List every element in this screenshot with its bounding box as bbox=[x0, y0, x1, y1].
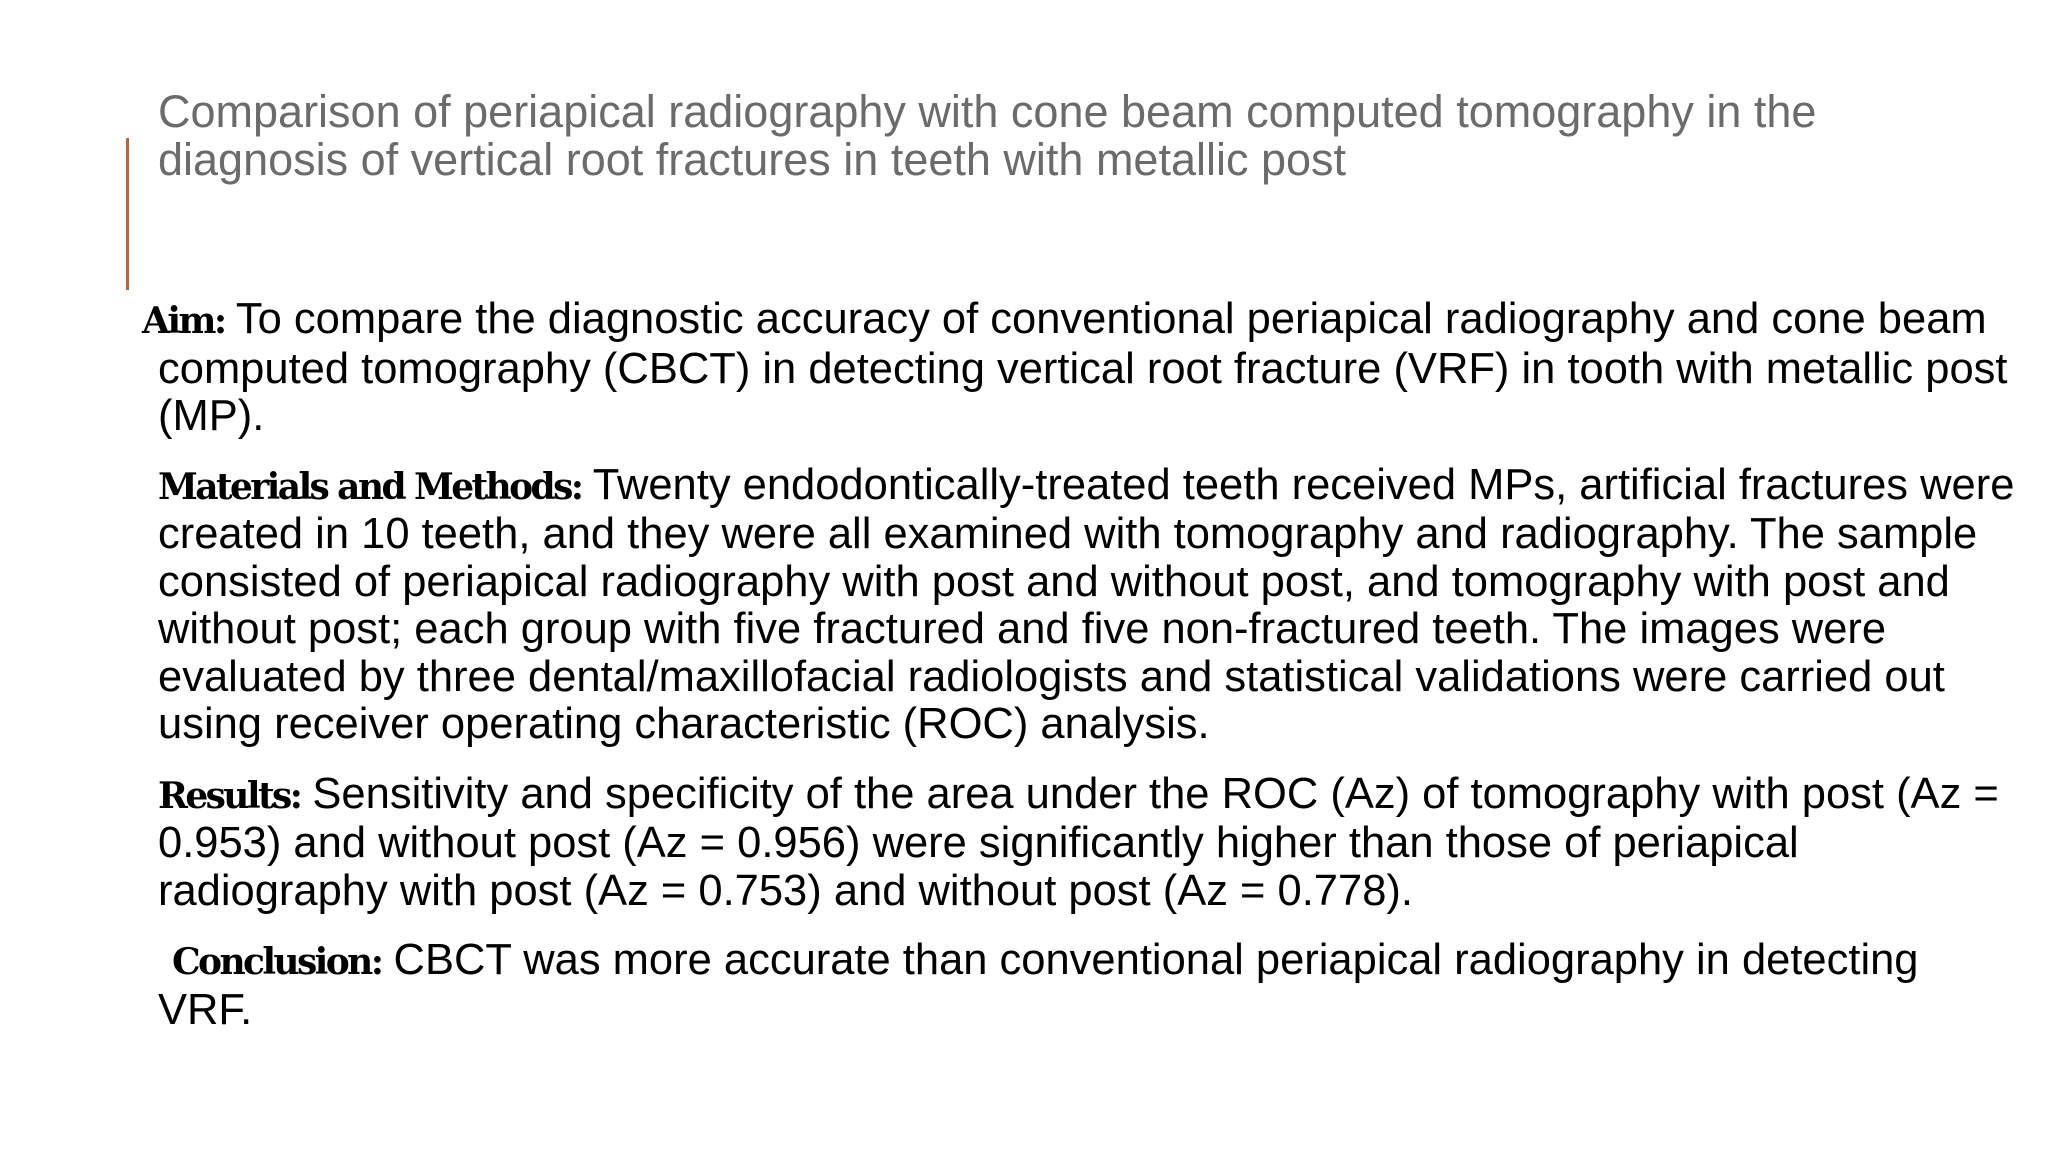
results-text: Sensitivity and specificity of the area under the ROC (Az) of tomography with post (Az = 0.953) and without post (Az = 0.956) were significantly higher than those of periapical radiography with post (Az = 0.753) and without post (Az = 0.778). bbox=[158, 769, 1999, 915]
abstract-content bbox=[0, 296, 2048, 1034]
aim-paragraph bbox=[0, 296, 2038, 441]
conclusion-paragraph bbox=[0, 937, 2018, 1034]
aim-label: Aim: bbox=[142, 300, 225, 342]
methods-text: Twenty endodontically-treated teeth received MPs, artificial fractures were created in 10 teeth, and they were all examined with tomography and radiography. The sample consisted of periapical radiography with post and without post, and tomography with post and without post; each group with five fractured and five non-fractured teeth. The images were evaluated by three dental/maxillofacial radiologists and statistical validations were carried out using receiver operating characteristic (ROC) analysis. bbox=[158, 460, 2015, 748]
results-label: Results: bbox=[158, 774, 301, 817]
title-accent-bar bbox=[126, 138, 129, 290]
methods-paragraph bbox=[0, 462, 2018, 749]
slide-title: Comparison of periapical radiography with cone beam computed tomography in the diagnosis of vertical root fractures in teeth with metallic post bbox=[158, 86, 1817, 185]
conclusion-text: CBCT was more accurate than conventional periapical radiography in detecting VRF. bbox=[158, 936, 1919, 1034]
methods-label: Materials and Methods: bbox=[158, 465, 582, 508]
conclusion-label: Conclusion: bbox=[172, 941, 382, 983]
results-paragraph bbox=[0, 771, 2038, 916]
aim-text: To compare the diagnostic accuracy of conventional periapical radiography and cone beam computed tomography (CBCT) in detecting vertical root fracture (VRF) in tooth with metallic post (MP). bbox=[158, 295, 2008, 440]
